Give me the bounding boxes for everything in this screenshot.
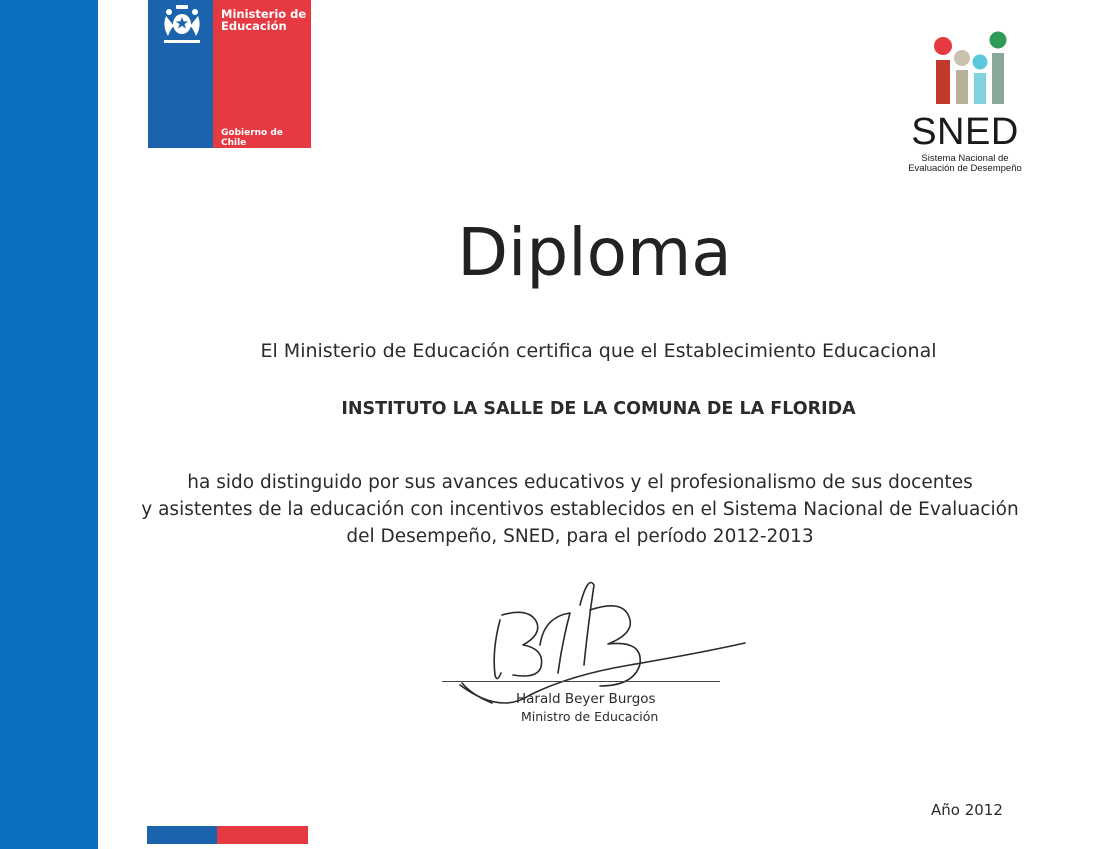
flag-bar-red — [217, 826, 308, 844]
distinction-line: del Desempeño, SNED, para el período 2012-2013 — [346, 526, 814, 547]
gobierno-label: Gobierno de Chile — [221, 128, 283, 148]
ministerio-logo — [148, 0, 311, 148]
ministerio-name: Ministerio de Educación — [221, 7, 307, 33]
signer-role: Ministro de Educación — [521, 709, 659, 724]
year-label: Año 2012 — [931, 801, 1003, 819]
distinction-line: y asistentes de la educación con incentivos establecidos en el Sistema Nacional de Evaluación — [141, 499, 1019, 520]
flag-color-bar — [147, 826, 308, 844]
coat-of-arms-icon — [156, 2, 208, 46]
institution-name: INSTITUTO LA SALLE DE LA COMUNA DE LA FLORIDA — [341, 399, 856, 419]
sned-logo — [890, 28, 1040, 180]
sned-figures-icon — [910, 28, 1020, 112]
sned-tagline: Sistema Nacional de Evaluación de Desempeño — [908, 153, 1022, 174]
certification-line: El Ministerio de Educación certifica que el Establecimiento Educacional — [260, 340, 937, 362]
distinction-line: ha sido distinguido por sus avances educativos y el profesionalismo de sus docentes — [187, 472, 973, 493]
signer-name: Harald Beyer Burgos — [516, 691, 656, 707]
signature-line — [442, 681, 720, 682]
diploma-title: Diploma — [457, 214, 732, 291]
sned-wordmark: SNED — [911, 111, 1019, 153]
flag-bar-blue — [147, 826, 217, 844]
left-blue-stripe — [0, 0, 98, 849]
distinction-paragraph — [130, 469, 1030, 550]
